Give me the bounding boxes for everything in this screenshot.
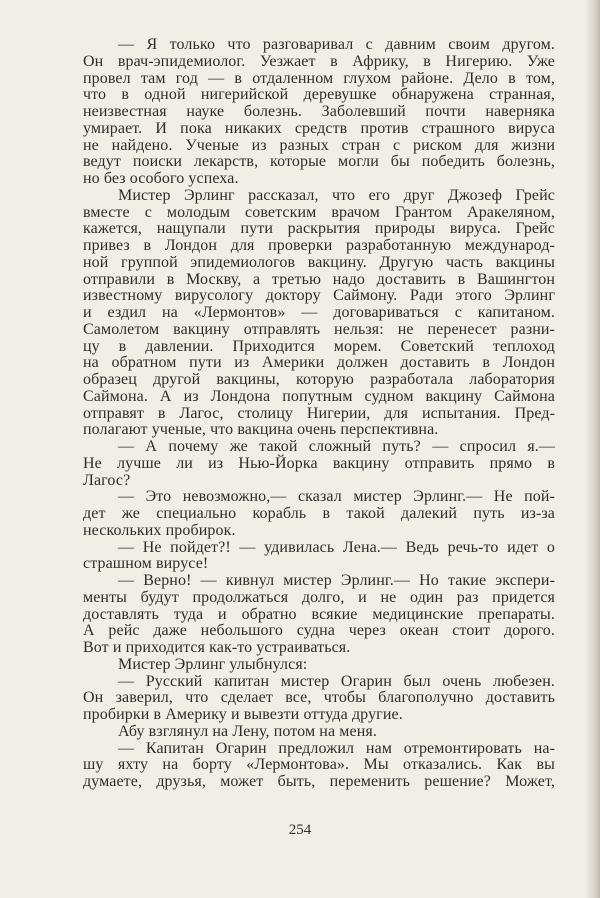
text-line: — А почему же такой сложный путь? — спросил я.—	[118, 438, 555, 455]
text-line: известному вирусологу доктору Саймону. Ради этого Эрлинг	[83, 287, 555, 305]
text-line: менты будут продолжаться долго, и не один раз придется	[83, 588, 555, 606]
text-line: — Верно! — кивнул мистер Эрлинг.— Но такие экспери-	[118, 572, 555, 589]
text-line: дет же специально корабль в такой далекий путь из-за	[83, 505, 555, 522]
text-line: нескольких пробирок.	[83, 521, 236, 539]
text-line: Не лучше ли из Нью-Йорка вакцину отправить прямо в	[83, 454, 555, 472]
text-line: не найдено. Ученые из разных стран с риском для жизни	[83, 136, 555, 154]
text-line: на обратном пути из Америки должен доставить в Лондон	[83, 354, 555, 372]
text-line: ной группой эпидемиологов вакцину. Другую часть вакцины	[83, 253, 555, 271]
text-line: Вот и приходится как-то устраиваться.	[83, 639, 351, 656]
text-line: Он врач-эпидемиолог. Уезжает в Африку, в Нигерию. Уже	[83, 52, 555, 70]
page-number: 254	[288, 822, 312, 838]
text-line: — Не пойдет?! — удивилась Лена.— Ведь речь-то идет о	[118, 538, 555, 556]
text-line: А рейс даже небольшого судна через океан стоит дорого.	[83, 622, 555, 640]
text-line: вместе с молодым советским врачом Грантом Аракеляном,	[83, 203, 555, 221]
text-line: думаете, друзья, может быть, переменить решение? Может,	[83, 773, 555, 790]
text-line: ведут поиски лекарств, которые могли бы победить болезнь,	[83, 153, 555, 171]
text-line: Мистер Эрлинг рассказал, что его друг Джозеф Грейс	[118, 186, 555, 204]
text-line: отправят в Лагос, столицу Нигерии, для испытания. Пред-	[83, 404, 555, 422]
text-line: Саймона. А из Лондона попутным судном вакцину Саймона	[83, 387, 555, 405]
text-line: — Капитан Огарин предложил нам отремонтировать на-	[118, 739, 555, 757]
text-line: Лагос?	[83, 471, 131, 489]
text-line: умирает. И пока никаких средств против страшного вируса	[83, 119, 555, 137]
text-line: Он заверил, что сделает все, чтобы благополучно доставить	[83, 689, 555, 707]
text-line: неизвестная науке болезнь. Заболевший почти наверняка	[83, 103, 555, 120]
text-line: шу яхту на борту «Лермонтова». Мы отказались. Как вы	[83, 756, 555, 774]
text-line: цу в давлении. Приходится морем. Советский теплоход	[83, 337, 555, 355]
text-line: образец другой вакцины, которую разработала лаборатория	[83, 371, 555, 388]
text-line: привез в Лондон для проверки разработанную международ-	[83, 237, 555, 254]
text-line: отправили в Москву, а третью надо доставить в Вашингтон	[83, 270, 555, 288]
text-line: — Я только что разговаривал с давним своим другом.	[118, 36, 555, 53]
text-line: страшном вирусе!	[83, 555, 209, 573]
text-line: и ездил на «Лермонтов» — договариваться с капитаном.	[83, 304, 555, 321]
text-line: Мистер Эрлинг улыбнулся:	[118, 655, 308, 673]
page-edge-shadow	[586, 0, 600, 898]
text-line: доставлять туда и обратно всякие медицинские препараты.	[83, 605, 555, 623]
text-line: — Русский капитан мистер Огарин был очень любезен.	[118, 672, 555, 690]
text-line: пробирки в Америку и вывезти оттуда другие.	[83, 706, 403, 723]
text-line: Абу взглянул на Лену, потом на меня.	[118, 722, 377, 740]
text-line: но без особого успеха.	[83, 170, 239, 187]
text-line: кажется, нащупали пути раскрытия природы вируса. Грейс	[83, 220, 555, 238]
text-line: что в одной нигерийской деревушке обнаружена странная,	[83, 86, 555, 104]
text-line: Самолетом вакцину отправлять нельзя: не перенесет разни-	[83, 320, 555, 338]
text-line: полагают ученые, что вакцина очень перспективна.	[83, 421, 439, 439]
text-line: — Это невозможно,— сказал мистер Эрлинг.— Не пой-	[118, 488, 555, 506]
page-body-text	[83, 37, 555, 791]
text-line: провел там год — в отдаленном глухом районе. Дело в том,	[83, 69, 555, 87]
